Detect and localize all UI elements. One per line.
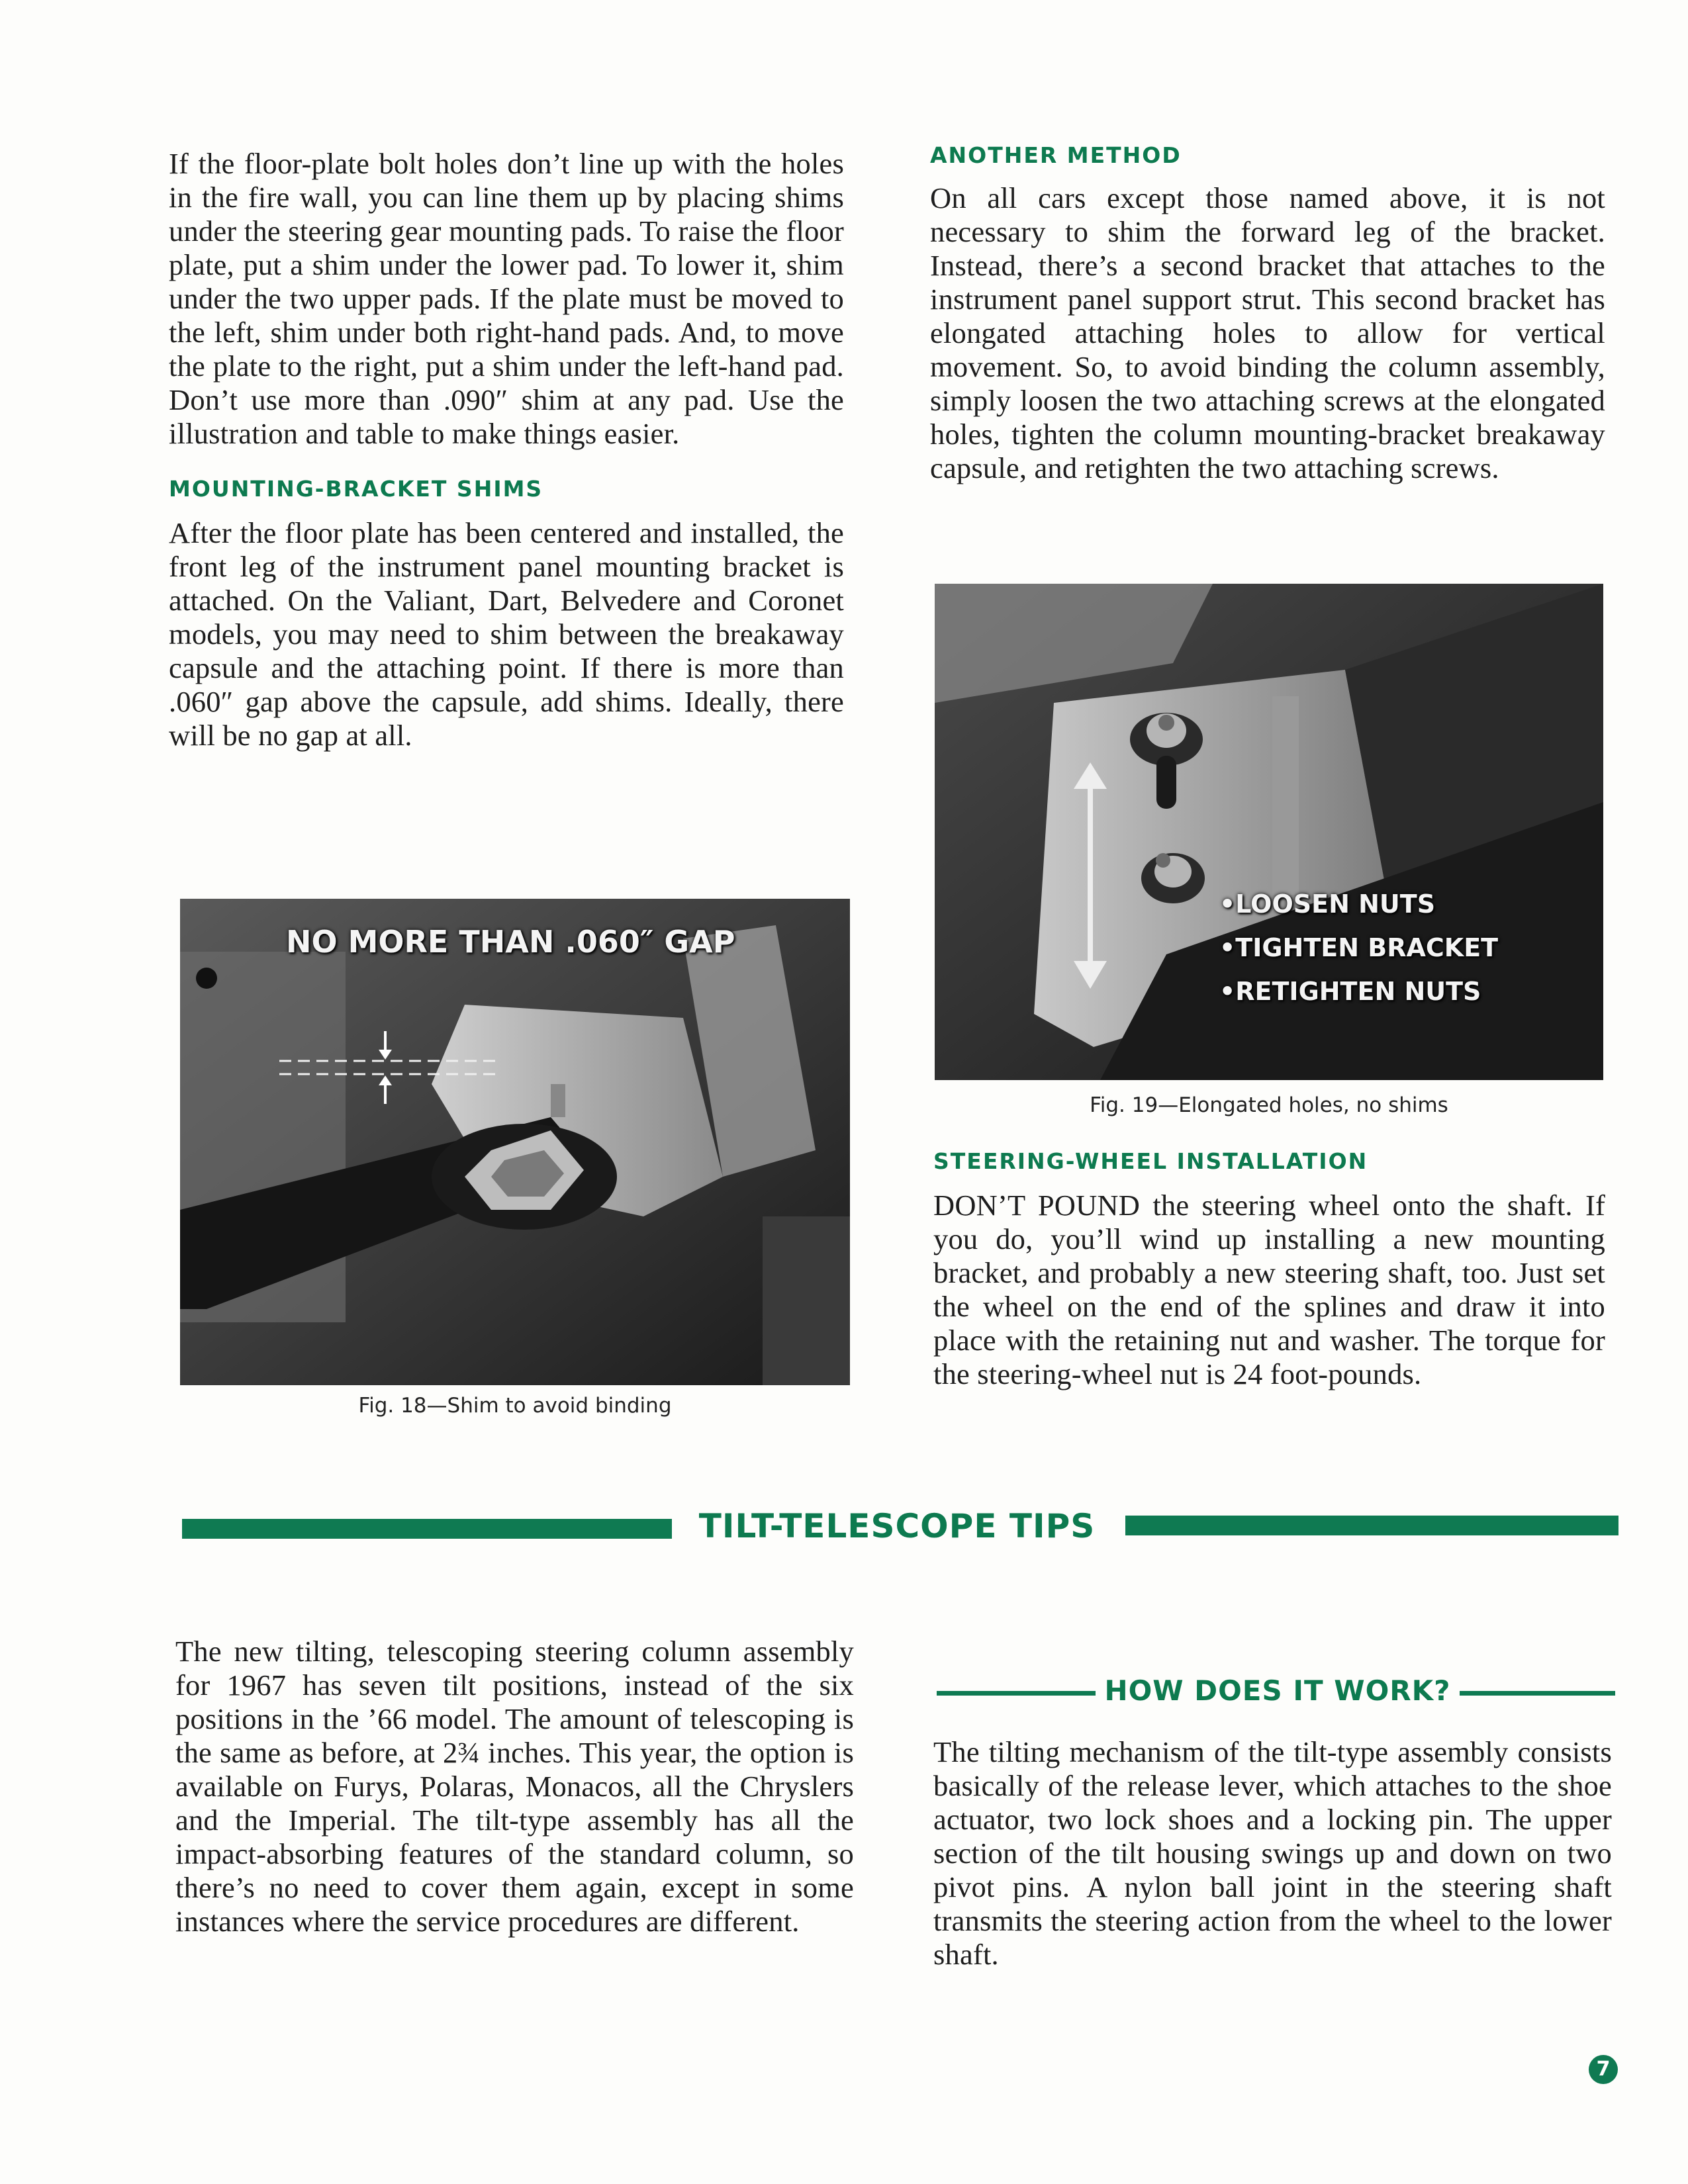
right-column-top [930,142,1605,485]
steering-wheel-paragraph: DON’T POUND the steering wheel onto the shaft. If you do, you’ll wind up installing a new mounting bracket, and probably a new steering shaft, too. Just set the wheel on the end of the splines and draw it into place with the retaining nut and washer. The torque for the steering-wheel nut is 24 foot-pounds. [933,1189,1605,1390]
bottom-right-column [933,1735,1612,1972]
steering-wheel-heading: STEERING-WHEEL INSTALLATION [933,1148,1368,1174]
fig18-illustration [180,899,850,1385]
left-column [169,147,844,752]
fig18-photo [180,899,850,1385]
fig19-label-loosen: •LOOSEN NUTS [1219,889,1436,919]
intro-paragraph: If the floor-plate bolt holes don’t line up with the holes in the fire wall, you can line them up by placing shims under the steering gear mounting pads. To raise the floor plate, put a shim under the lower pad. To lower it, shim under the two upper pads. If the plate must be moved to the left, shim under both right-hand pads. And, to move the plate to the right, put a shim under the left-hand pad. Don’t use more than .090″ shim at any pad. Use the illustration and table to make things easier. [169,147,844,450]
page-number-badge: 7 [1589,2055,1618,2084]
right-column-middle [933,1148,1605,1391]
fig18-caption: Fig. 18—Shim to avoid binding [358,1394,672,1418]
fig18-gap-label: NO MORE THAN .060″ GAP [286,924,735,960]
fig19-label-tighten: •TIGHTEN BRACKET [1219,933,1499,962]
how-heading-rule-right [1460,1691,1615,1696]
banner-bar-left [182,1519,672,1539]
tilt-telescope-paragraph: The new tilting, telescoping steering column assembly for 1967 has seven tilt positions, instead of the six positions in the ’66 model. The amount of telescoping is the same as before, at 2¾ inches. This year, the option is available on Furys, Polaras, Monacos, all the Chryslers and the Imperial. The tilt-type assembly has all the impact-absorbing features of the standard column, so there’s no need to cover them again, except in some instances where the service procedures are different. [175,1635,854,1938]
how-heading-rule-left [937,1691,1096,1696]
banner-bar-right [1125,1516,1618,1535]
another-method-paragraph: On all cars except those named above, it is not necessary to shim the forward leg of the bracket. Instead, there’s a second bracket that attaches to the instrument panel support strut. This second bracket has elongated attaching holes to allow for vertical movement. So, to avoid binding the column assembly, simply loosen the two attaching screws at the elongated holes, tighten the column mounting-bracket breakaway capsule, and retighten the two attaching screws. [930,181,1605,484]
banner-title: TILT-TELESCOPE TIPS [698,1507,1096,1545]
mounting-bracket-heading: MOUNTING-BRACKET SHIMS [169,476,543,502]
mounting-bracket-paragraph: After the floor plate has been centered and installed, the front leg of the instrument panel mounting bracket is attached. On the Valiant, Dart, Belvedere and Coronet models, you may need to shim between the breakaway capsule and the attaching point. If there is more than .060″ gap above the capsule, add shims. Ideally, there will be no gap at all. [169,516,844,752]
how-does-it-work-heading: HOW DOES IT WORK? [1104,1674,1451,1707]
how-it-works-paragraph: The tilting mechanism of the tilt-type assembly consists basically of the release lever, which attaches to the shoe actuator, two lock shoes and a locking pin. The upper section of the tilt housing swings up and down on two pivot pins. A nylon ball joint in the steering shaft transmits the steering action from the wheel to the lower shaft. [933,1735,1612,1971]
another-method-heading: ANOTHER METHOD [930,142,1182,168]
fig19-photo [935,584,1603,1080]
fig19-caption: Fig. 19—Elongated holes, no shims [1090,1093,1448,1117]
fig19-label-retighten: •RETIGHTEN NUTS [1219,977,1481,1006]
bottom-left-column [175,1635,854,1938]
